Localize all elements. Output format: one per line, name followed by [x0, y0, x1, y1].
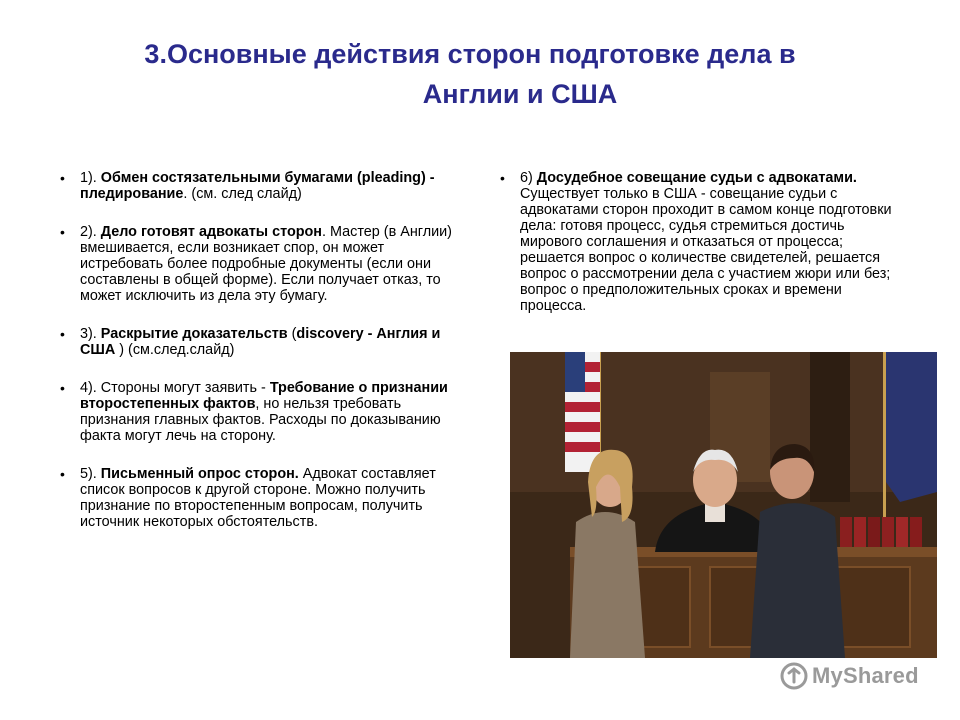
bullet-icon: •	[60, 380, 65, 396]
myshared-brand: MyShared	[812, 663, 919, 688]
item-rest: . Мастер (в Англии) вмешивается, если возникает спор, он может истребовать более подробные документы (если они составлены в общей форме). Если получает отказ, то может исключить из дела эту бумагу.	[80, 224, 452, 304]
slide-title	[60, 34, 900, 114]
list-item	[60, 224, 460, 304]
item-prefix: 3).	[80, 326, 101, 342]
list-item	[60, 466, 460, 530]
list-item	[500, 170, 910, 314]
right-bullet-list	[500, 170, 910, 336]
item-bold: Раскрытие доказательств	[100, 326, 288, 342]
left-bullet-list	[60, 170, 460, 552]
item-rest: . (см. след слайд)	[183, 186, 302, 202]
bullet-icon: •	[500, 170, 505, 186]
item-rest: Адвокат составляет список вопросов к другой стороне. Можно получить признание по второстепенным вопросам, получить источник некоторых обстоятельств.	[80, 466, 436, 530]
item-bold: Дело готовят адвокаты сторон	[100, 224, 323, 240]
item-rest: ) (см.след.слайд)	[115, 342, 235, 358]
item-bold: Досудебное совещание судьи с адвокатами.	[536, 170, 857, 186]
us-flag-icon	[565, 352, 600, 472]
item-rest: Существует только в США - совещание судьи с адвокатами сторон проходит в самом конце подготовки дела: готовя процесс, судья стремиться достичь мирового соглашения и отказаться от процесса; решается вопрос о количестве свидетелей, решается вопрос о рассмотрении дела с участием жюри или без; вопрос о предположительных сроках и времени процесса.	[520, 186, 892, 314]
item-prefix: 6)	[520, 170, 537, 186]
bullet-icon: •	[60, 170, 65, 186]
bullet-icon: •	[60, 224, 65, 240]
item-mid: (	[287, 326, 297, 342]
bullet-icon: •	[60, 326, 65, 342]
slide-title-line2: Англии и США	[422, 79, 618, 109]
myshared-logo-icon	[780, 662, 808, 690]
item-rest: , но нельзя требовать признания главных фактов. Расходы по доказыванию факта могут лечь на сторону.	[80, 396, 441, 444]
list-item	[60, 380, 460, 444]
bullet-icon: •	[60, 466, 65, 482]
item-prefix: 5).	[80, 466, 101, 482]
slide-title-line1: 3.Основные действия сторон подготовке дела в	[144, 39, 796, 69]
list-item	[60, 170, 460, 202]
myshared-watermark	[780, 662, 919, 690]
item-bold: Письменный опрос сторон.	[100, 466, 299, 482]
item-prefix: 2).	[80, 224, 101, 240]
courtroom-illustration	[510, 352, 937, 658]
item-bold-2: discovery - Англия и США	[80, 326, 441, 358]
item-prefix: 1).	[80, 170, 101, 186]
list-item	[60, 326, 460, 358]
item-prefix: 4). Стороны могут заявить -	[80, 380, 270, 396]
courtroom-photo	[510, 352, 937, 658]
item-bold: Требование о признании второстепенных фактов	[80, 380, 448, 412]
item-bold: Обмен состязательными бумагами (pleading) - пледирование	[80, 170, 435, 202]
